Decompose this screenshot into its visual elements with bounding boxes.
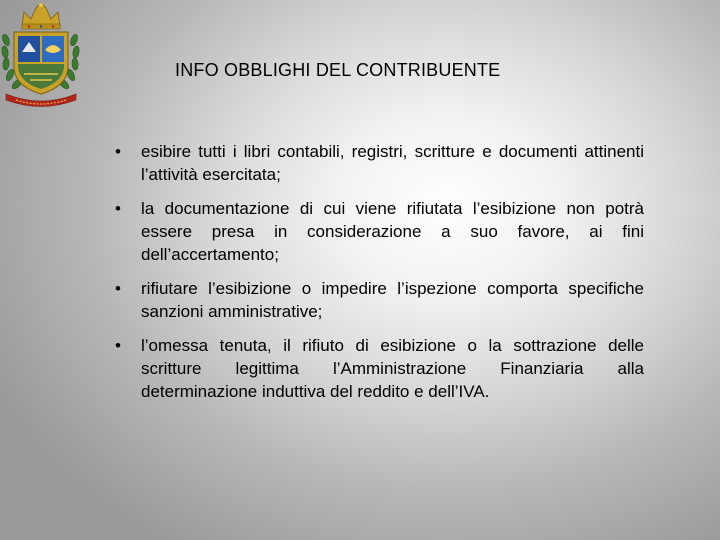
- slide-title: INFO OBBLIGHI DEL CONTRIBUENTE: [175, 60, 501, 80]
- bullet-text: rifiutare l’esibizione o impedire l’ispezione comporta specifiche sanzioni amministrative;: [141, 279, 644, 321]
- coat-of-arms-icon: [0, 0, 82, 108]
- bullet-text: esibire tutti i libri contabili, registri, scritture e documenti attinenti l’attività esercitata;: [141, 142, 644, 184]
- bullet-list: [112, 140, 644, 414]
- bullet-item: [112, 197, 644, 266]
- bullet-marker: •: [115, 336, 121, 355]
- bullet-item: [112, 334, 644, 403]
- bullet-text: la documentazione di cui viene rifiutata l’esibizione non potrà essere presa in considerazione a suo favore, ai fini dell’accertamento;: [141, 199, 644, 264]
- bullet-text: l’omessa tenuta, il rifiuto di esibizione o la sottrazione delle scritture legittima l’Amministrazione Finanziaria alla determinazione induttiva del reddito e dell’IVA.: [141, 336, 644, 401]
- bullet-item: [112, 140, 644, 186]
- bullet-marker: •: [115, 142, 121, 161]
- bullet-item: [112, 277, 644, 323]
- bullet-marker: •: [115, 199, 121, 218]
- bullet-marker: •: [115, 279, 121, 298]
